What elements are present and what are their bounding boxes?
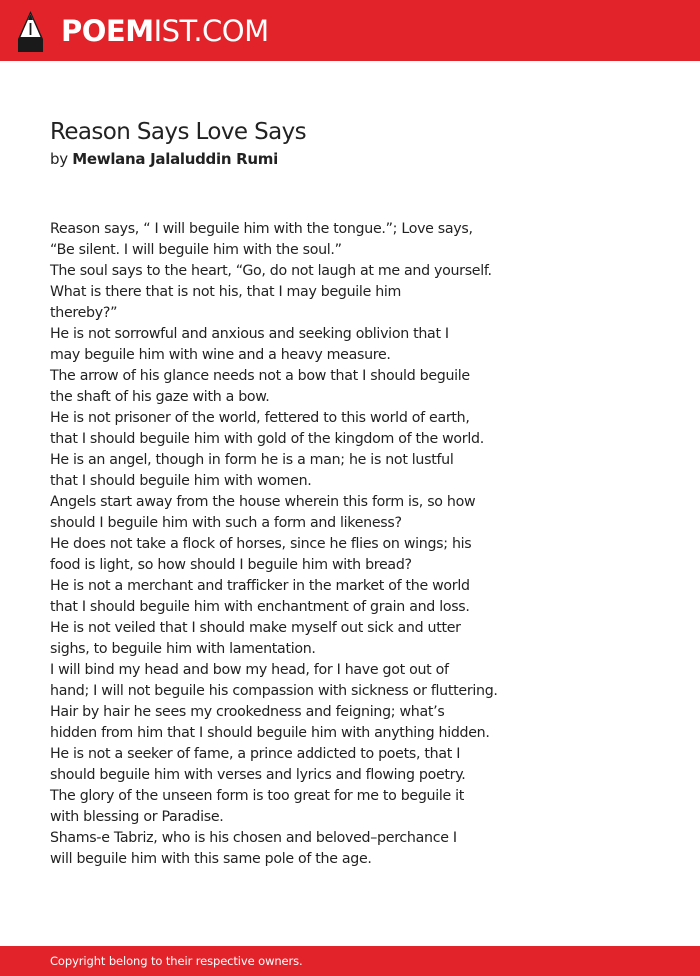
brand-name-light: IST.COM [153, 14, 269, 48]
copyright-notice: Copyright belong to their respective owners. [50, 954, 303, 968]
poem-body [50, 219, 520, 870]
poem-line: that I should beguile him with gold of the kingdom of the world. [50, 431, 484, 447]
poem-line: Hair by hair he sees my crookedness and feigning; what’s [50, 704, 445, 720]
poem-line: the shaft of his gaze with a bow. [50, 389, 270, 405]
poem-line: that I should beguile him with enchantment of grain and loss. [50, 599, 470, 615]
poem-line: that I should beguile him with women. [50, 473, 312, 489]
poem-line: He is not a seeker of fame, a prince addicted to poets, that I [50, 746, 461, 762]
poem-line: should I beguile him with such a form and likeness? [50, 515, 402, 531]
poem-title: Reason Says Love Says [50, 119, 306, 145]
author-name: Mewlana Jalaluddin Rumi [72, 150, 278, 168]
poem-line: What is there that is not his, that I may beguile him [50, 284, 402, 300]
poem-line: The soul says to the heart, “Go, do not laugh at me and yourself. [50, 263, 492, 279]
poem-line: He is not a merchant and trafficker in the market of the world [50, 578, 470, 594]
pen-nib-icon [18, 11, 43, 52]
brand-name-bold: POEM [61, 14, 154, 48]
poem-line: sighs, to beguile him with lamentation. [50, 641, 316, 657]
poem-line: “Be silent. I will beguile him with the soul.” [50, 242, 342, 258]
poem-line: He is not sorrowful and anxious and seeking oblivion that I [50, 326, 449, 342]
poem-line: Angels start away from the house wherein this form is, so how [50, 494, 476, 510]
poem-line: Reason says, “ I will beguile him with the tongue.”; Love says, [50, 221, 473, 237]
poem-line: He is not veiled that I should make myself out sick and utter [50, 620, 461, 636]
poem-line: He is not prisoner of the world, fettered to this world of earth, [50, 410, 470, 426]
poem-line: will beguile him with this same pole of the age. [50, 851, 372, 867]
poem-line: with blessing or Paradise. [50, 809, 224, 825]
poem-line: may beguile him with wine and a heavy measure. [50, 347, 391, 363]
poem-line: I will bind my head and bow my head, for I have got out of [50, 662, 449, 678]
by-label: by [50, 150, 68, 168]
poem-line: The arrow of his glance needs not a bow that I should beguile [50, 368, 470, 384]
site-logo[interactable] [18, 10, 269, 52]
byline [50, 148, 278, 170]
poem-line: Shams-e Tabriz, who is his chosen and beloved–perchance I [50, 830, 457, 846]
poem-line: The glory of the unseen form is too great for me to beguile it [50, 788, 465, 804]
poem-line: hidden from him that I should beguile him with anything hidden. [50, 725, 490, 741]
poem-line: food is light, so how should I beguile him with bread? [50, 557, 412, 573]
poem-line: hand; I will not beguile his compassion with sickness or fluttering. [50, 683, 498, 699]
brand-name [61, 10, 269, 52]
poem-line: thereby?” [50, 305, 118, 321]
site-header [0, 0, 700, 61]
poem-line: He is an angel, though in form he is a man; he is not lustful [50, 452, 454, 468]
poem-line: should beguile him with verses and lyrics and flowing poetry. [50, 767, 466, 783]
poem-line: He does not take a flock of horses, since he flies on wings; his [50, 536, 472, 552]
site-footer [0, 946, 700, 976]
